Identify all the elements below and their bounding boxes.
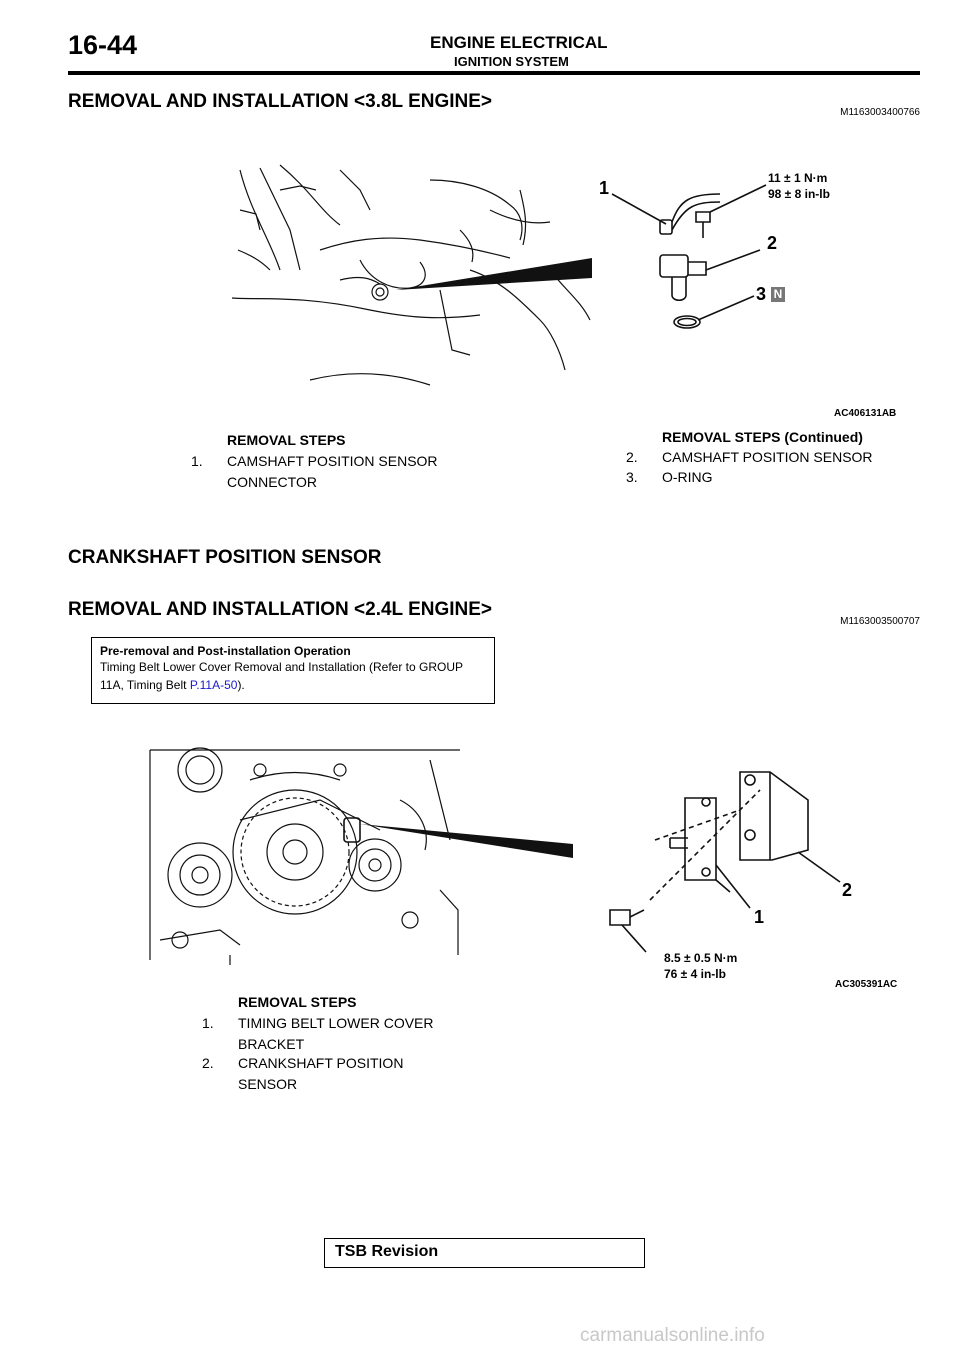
step-text: CRANKSHAFT POSITION SENSOR [238,1055,404,1092]
step-num: 2. [626,449,638,465]
note-text: Timing Belt Lower Cover Removal and Installation (Refer to GROUP 11A, Timing Belt [100,660,463,692]
removal-steps-title-continued: REMOVAL STEPS (Continued) [662,429,863,445]
step-item [626,467,926,488]
watermark: carmanualsonline.info [580,1325,765,1346]
step-num: 1. [202,1015,214,1031]
heading-removal-38l: REMOVAL AND INSTALLATION <3.8L ENGINE> [68,91,493,112]
figure-id-2: AC305391AC [835,979,898,990]
step-text: TIMING BELT LOWER COVER BRACKET [238,1015,434,1052]
heading-removal-24l: REMOVAL AND INSTALLATION <2.4L ENGINE> [68,599,493,620]
note-body [100,658,486,694]
sensor-location-marker [344,818,360,842]
header-rule [68,71,920,75]
step-item [202,1013,502,1055]
step-text: CAMSHAFT POSITION SENSOR CONNECTOR [227,453,438,490]
callout-1: 1 [599,178,610,198]
step-item [202,1053,502,1095]
new-part-badge: N [771,287,785,302]
callout-1: 1 [754,907,765,927]
page-ref-link[interactable]: P.11A-50 [189,678,238,692]
crankshaft-sensor-figure [140,740,900,985]
timing-gear-illustration [150,748,460,965]
tsb-revision-label: TSB Revision [335,1243,439,1260]
callout-2: 2 [767,233,778,253]
torque-spec-1 [768,170,830,202]
torque-spec-2 [664,950,737,982]
removal-steps-title-1: REMOVAL STEPS [227,432,346,448]
pointer-wedge [360,824,573,858]
heading-crankshaft-sensor: CRANKSHAFT POSITION SENSOR [68,547,382,568]
callout-2: 2 [842,880,853,900]
torque-inlb-2: 76 ± 4 in-lb [664,967,726,981]
note-title: Pre-removal and Post-installation Operation [100,644,351,658]
step-text: O-RING [662,469,713,485]
figure-id-1: AC406131AB [834,408,897,419]
step-num: 2. [202,1055,214,1071]
step-text: CAMSHAFT POSITION SENSOR [662,449,873,465]
torque-nm-1: 11 ± 1 N·m [768,171,828,185]
pre-removal-note [91,637,495,704]
step-item [191,451,491,493]
torque-inlb-1: 98 ± 8 in-lb [768,187,830,201]
tsb-revision-box [324,1238,645,1268]
step-item [626,447,926,468]
step-num: 3. [626,469,638,485]
exploded-parts [612,185,766,328]
note-text-end: ). [237,678,245,692]
exploded-bracket-sensor [610,772,840,952]
callout-3: 3 [756,284,767,304]
subsection-title: IGNITION SYSTEM [454,54,569,69]
doc-code-1: M1163003400766 [840,107,920,118]
step-num: 1. [191,453,203,469]
torque-nm-2: 8.5 ± 0.5 N·m [664,951,738,965]
section-title: ENGINE ELECTRICAL [430,33,608,52]
removal-steps-title-2: REMOVAL STEPS [238,994,357,1010]
page-number: 16-44 [68,30,138,60]
doc-code-2: M1163003500707 [840,616,920,627]
